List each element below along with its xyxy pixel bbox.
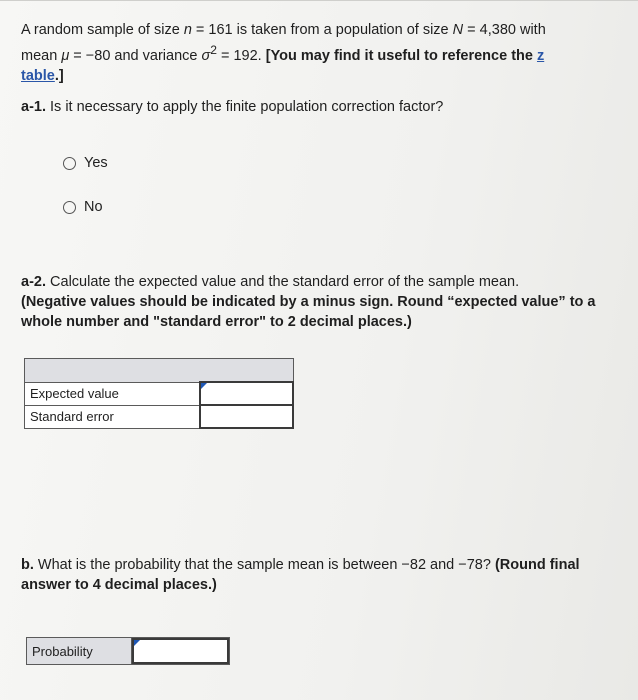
reference-note-end: .] [54,67,64,84]
table-header-row [25,359,294,383]
expected-value-label: Expected value [25,382,200,405]
option-no-label: No [84,199,103,215]
question-b-number: b. [21,557,34,573]
option-no[interactable] [63,199,103,215]
intro-text-5: = 192. [216,47,266,64]
probability-row [26,637,230,665]
question-a1-text: Is it necessary to apply the finite population correction factor? [46,99,444,115]
table-row [25,382,294,405]
input-marker-icon [201,383,207,389]
sigma-symbol: σ [201,47,211,64]
table-row [25,405,294,428]
intro-text-4: = −80 and variance [69,47,202,64]
standard-error-input[interactable] [200,405,293,428]
variance-exponent: 2 [210,43,217,57]
table-header-cell [25,359,294,383]
problem-statement [21,20,581,86]
radio-no[interactable] [63,201,76,214]
option-yes[interactable] [63,155,108,171]
N-symbol: N [452,22,464,38]
question-b [21,555,626,595]
intro-text-2: = 161 is taken from a population of size [191,22,453,38]
probability-label: Probability [27,638,132,664]
answer-table-a2 [24,358,294,429]
radio-yes[interactable] [63,157,76,170]
question-a1-number: a-1. [21,99,46,115]
intro-text-3: = 4,380 with mean [21,22,546,64]
mu-symbol: μ [61,47,70,64]
probability-input[interactable] [132,638,229,664]
intro-text-1: A random sample of size [21,22,184,38]
question-a2-instructions: (Negative values should be indicated by a minus sign. Round “expected value” to a whole number and "standard error" to 2 decimal places.) [21,294,596,330]
option-yes-label: Yes [84,155,108,171]
question-a2-number: a-2. [21,274,46,290]
question-a1 [21,97,443,117]
expected-value-input[interactable] [200,382,293,405]
z-table-link[interactable]: z table [21,47,545,84]
input-marker-icon [134,640,140,646]
reference-note: [You may find it useful to reference the [265,47,537,64]
standard-error-label: Standard error [25,405,200,428]
top-divider [0,0,638,1]
question-b-instructions: (Round final answer to 4 decimal places.) [21,557,580,593]
n-symbol: n [183,22,192,38]
question-a2 [21,272,621,332]
question-b-text: What is the probability that the sample mean is between −82 and −78? [33,557,491,573]
question-a2-text: Calculate the expected value and the standard error of the sample mean. [46,274,520,290]
